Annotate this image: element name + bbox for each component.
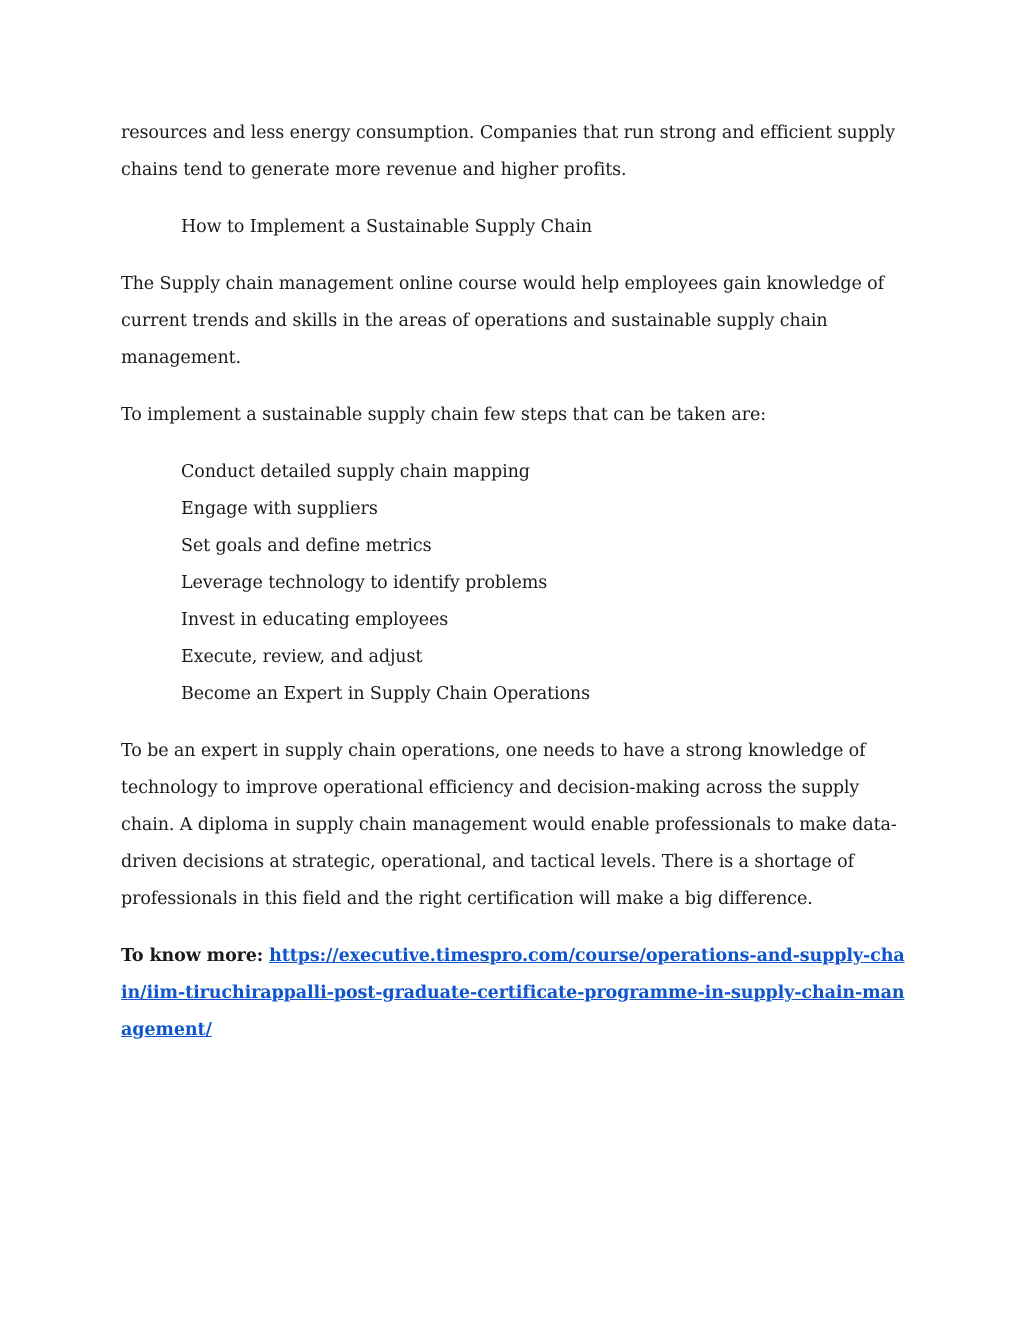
list-item: Conduct detailed supply chain mapping	[181, 462, 530, 482]
list-item: Execute, review, and adjust	[181, 647, 423, 667]
list-item: Become an Expert in Supply Chain Operations	[181, 684, 590, 704]
list-item: Engage with suppliers	[181, 499, 378, 519]
know-more-label: To know more:	[121, 946, 270, 966]
list-item: Invest in educating employees	[181, 610, 449, 630]
intro-paragraph: resources and less energy consumption. Companies that run strong and efficient supply chains tend to generate more revenue and higher profits.	[121, 123, 896, 180]
course-paragraph: The Supply chain management online course would help employees gain knowledge of current trends and skills in the areas of operations and sustainable supply chain management.	[121, 274, 884, 368]
course-link[interactable]: https://executive.timespro.com/course/operations-and-supply-chain/iim-tiruchirappalli-post-graduate-certificate-programme-in-supply-chain-management/	[121, 946, 905, 1040]
steps-intro-paragraph: To implement a sustainable supply chain few steps that can be taken are:	[121, 405, 767, 425]
know-more-paragraph	[121, 938, 911, 1049]
expert-paragraph: To be an expert in supply chain operations, one needs to have a strong knowledge of technology to improve operational efficiency and decision-making across the supply chain. A diploma in supply chain management would enable professionals to make data-driven decisions at strategic, operational, and tactical levels. There is a shortage of professionals in this field and the right certification will make a big difference.	[121, 741, 897, 909]
list-item: Leverage technology to identify problems	[181, 573, 548, 593]
list-item: Set goals and define metrics	[181, 536, 432, 556]
steps-list	[121, 454, 911, 713]
implement-heading: How to Implement a Sustainable Supply Chain	[181, 217, 593, 237]
document-body	[121, 115, 911, 1069]
